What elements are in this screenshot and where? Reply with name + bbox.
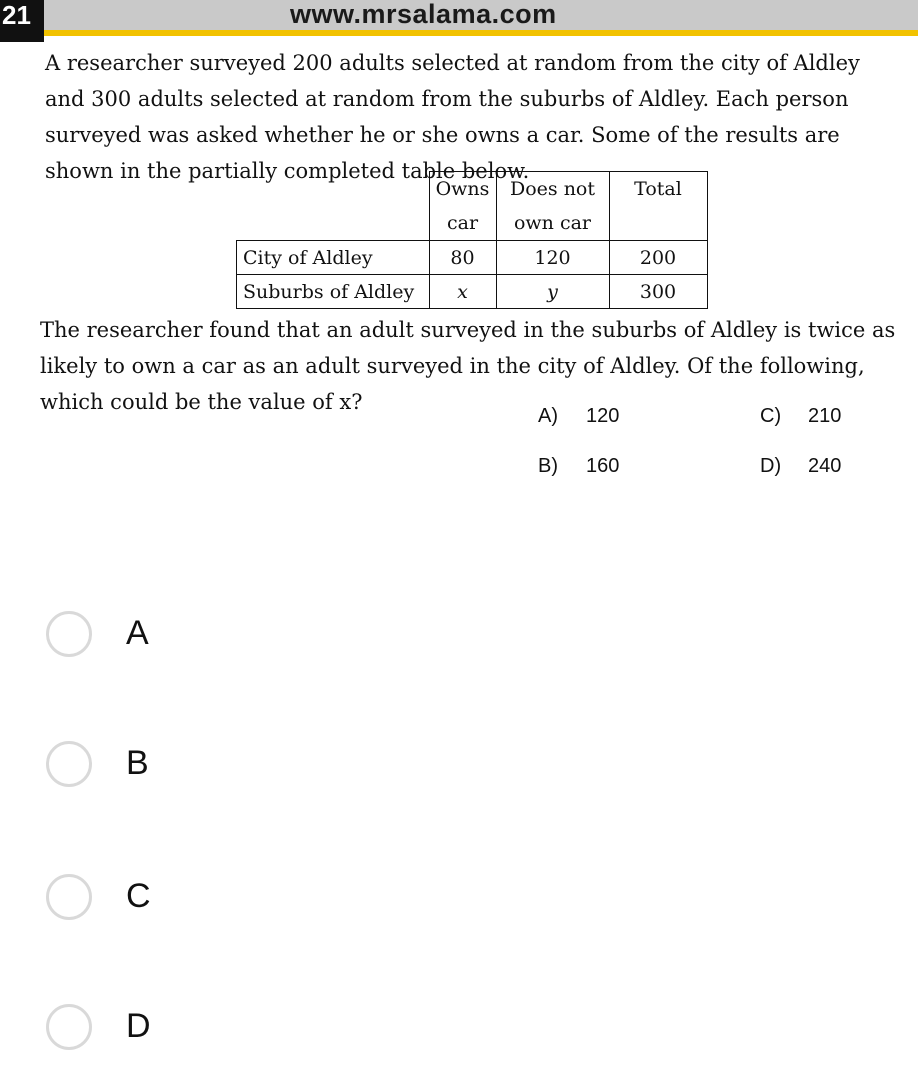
choice-letter: A): [538, 405, 558, 427]
question-conclusion: The researcher found that an adult surveyed in the suburbs of Aldley is twice as likely to own a car as an adult surveyed in the city of Aldley. Of the following, which could be the value of x?: [40, 318, 896, 414]
radio-icon[interactable]: [46, 741, 92, 787]
option-label: A: [126, 614, 149, 652]
choice-value: 120: [586, 405, 620, 427]
choice-letter: B): [538, 455, 558, 477]
header-does-not-own-car: Does not own car: [496, 172, 609, 241]
table-corner: [237, 172, 430, 241]
option-label: C: [126, 877, 151, 915]
option-label: D: [126, 1007, 151, 1045]
choice-letter: C): [760, 405, 782, 427]
question-intro: A researcher surveyed 200 adults selected at random from the city of Aldley and 300 adults selected at random from the suburbs of Aldley. Each person surveyed was asked whether he or she owns a car. Some of the results are shown in the partially completed table below.: [45, 51, 860, 183]
cell-suburbs-owns: x: [429, 275, 496, 309]
header-owns-car: Owns car: [429, 172, 496, 241]
table-row: [237, 241, 708, 275]
table-header-row: [237, 172, 708, 241]
choice-letter: D): [760, 455, 782, 477]
choice-value: 160: [586, 455, 620, 477]
cell-city-not-own: 120: [496, 241, 609, 275]
question-number: 21: [0, 0, 44, 42]
row-label-city: City of Aldley: [237, 241, 430, 275]
site-url: www.mrsalama.com: [290, 0, 557, 29]
cell-city-total: 200: [609, 241, 707, 275]
radio-icon[interactable]: [46, 874, 92, 920]
choice-value: 240: [808, 455, 842, 477]
radio-icon[interactable]: [46, 611, 92, 657]
choice-d: [760, 455, 841, 478]
results-table: [236, 171, 708, 309]
cell-suburbs-total: 300: [609, 275, 707, 309]
cell-city-owns: 80: [429, 241, 496, 275]
choice-a: [538, 405, 619, 428]
header-accent-line: [0, 30, 918, 36]
cell-suburbs-not-own: y: [496, 275, 609, 309]
choice-c: [760, 405, 841, 428]
header-total: Total: [609, 172, 707, 241]
table-row: [237, 275, 708, 309]
option-label: B: [126, 744, 149, 782]
choice-b: [538, 455, 619, 478]
choice-value: 210: [808, 405, 842, 427]
row-label-suburbs: Suburbs of Aldley: [237, 275, 430, 309]
radio-icon[interactable]: [46, 1004, 92, 1050]
